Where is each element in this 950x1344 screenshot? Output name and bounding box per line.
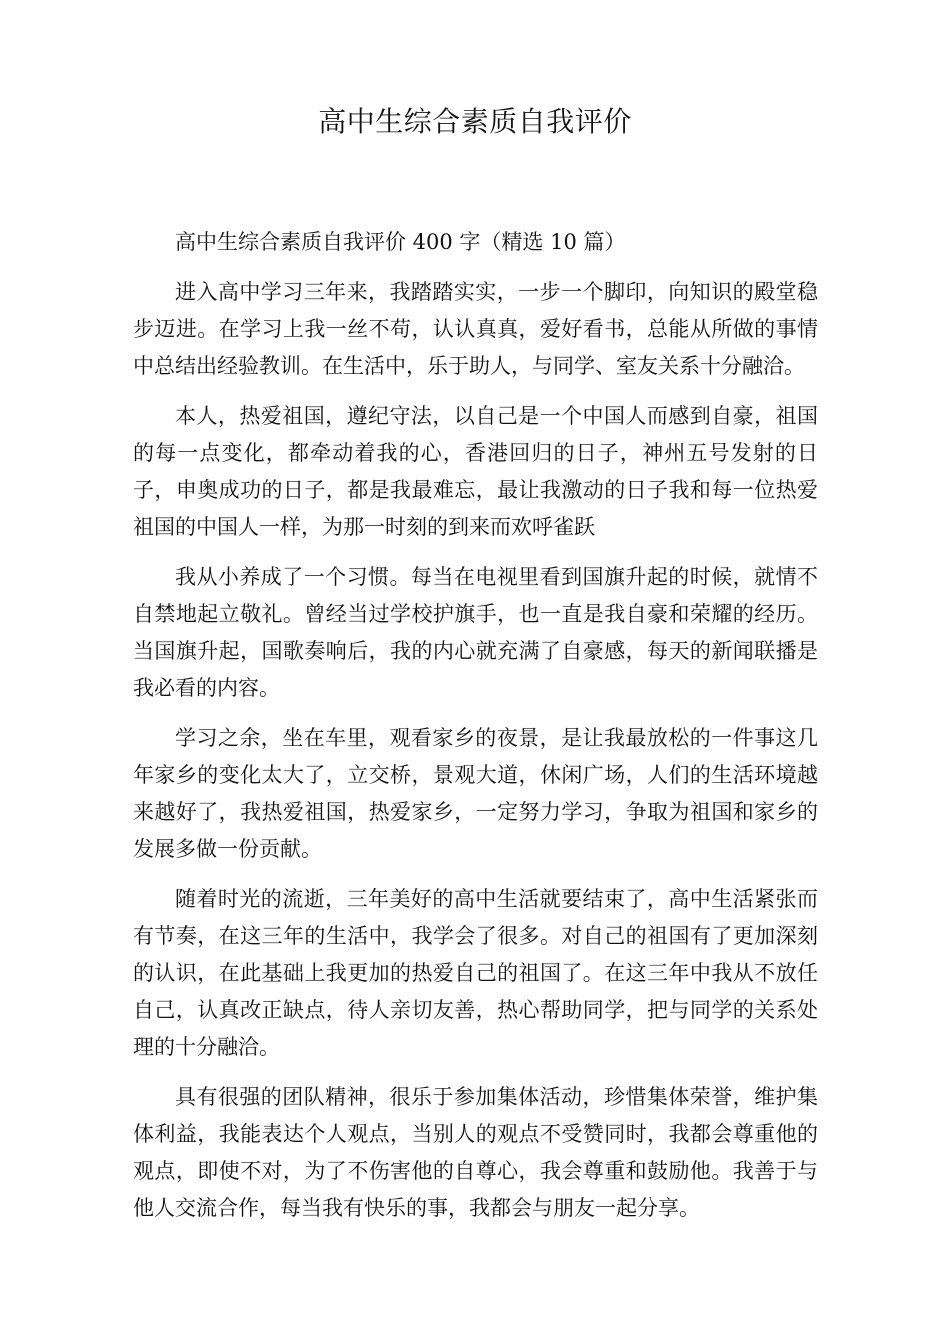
document-title: 高中生综合素质自我评价: [318, 105, 632, 138]
paragraph: 进入高中学习三年来，我踏踏实实，一步一个脚印，向知识的殿堂稳步迈进。在学习上我一丝不苟，认认真真，爱好看书，总能从所做的事情中总结出经验教训。在生活中，乐于助人，与同学、室友关系十分融洽。: [133, 280, 818, 378]
paragraph: 具有很强的团队精神，很乐于参加集体活动，珍惜集体荣誉，维护集体利益，我能表达个人观点，当别人的观点不受赞同时，我都会尊重他的观点，即使不对，为了不伤害他的自尊心，我会尊重和鼓励他。我善于与他人交流合作，每当我有快乐的事，我都会与朋友一起分享。: [133, 1085, 818, 1220]
paragraph: 学习之余，坐在车里，观看家乡的夜景，是让我最放松的一件事这几年家乡的变化太大了，立交桥，景观大道，休闲广场，人们的生活环境越来越好了，我热爱祖国，热爱家乡，一定努力学习，争取为祖国和家乡的发展多做一份贡献。: [133, 726, 818, 861]
document-body: [133, 224, 818, 1240]
paragraph: 我从小养成了一个习惯。每当在电视里看到国旗升起的时候，就情不自禁地起立敬礼。曾经当过学校护旗手，也一直是我自豪和荣耀的经历。当国旗升起，国歌奏响后，我的内心就充满了自豪感，每天的新闻联播是我必看的内容。: [133, 565, 818, 700]
paragraph: 本人，热爱祖国，遵纪守法，以自己是一个中国人而感到自豪，祖国的每一点变化，都牵动着我的心，香港回归的日子，神州五号发射的日子，申奥成功的日子，都是我最难忘，最让我激动的日子我和每一位热爱祖国的中国人一样，为那一时刻的到来而欢呼雀跃: [133, 404, 818, 539]
paragraph: 随着时光的流逝，三年美好的高中生活就要结束了，高中生活紧张而有节奏，在这三年的生活中，我学会了很多。对自己的祖国有了更加深刻的认识，在此基础上我更加的热爱自己的祖国了。在这三年中我从不放任自己，认真改正缺点，待人亲切友善，热心帮助同学，把与同学的关系处理的十分融洽。: [133, 887, 818, 1059]
document-subtitle: 高中生综合素质自我评价 400 字（精选 10 篇）: [175, 230, 626, 254]
